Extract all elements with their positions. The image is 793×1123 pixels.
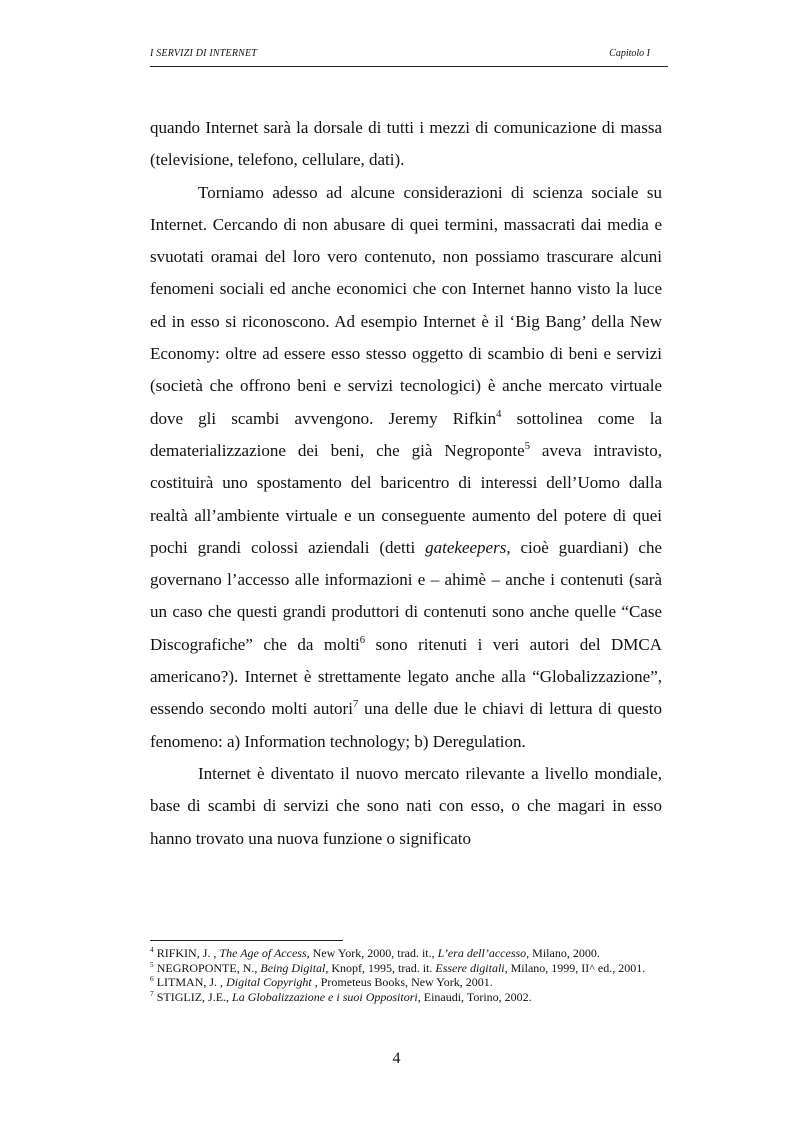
header-chapter: Capitolo I <box>609 48 650 59</box>
footnote-text: , Milano, 1999, II^ ed., 2001. <box>504 960 646 975</box>
footnote-number: 5 <box>150 959 154 969</box>
footnote-title: Digital Copyright <box>226 975 312 989</box>
p2-text-3: aveva intravisto, costituirà uno spostamento del baricentro di interessi dell’Uomo dalla realtà all’ambiente virtuale e un conseguente aumento del potere di quei pochi grandi colossi aziendali (detti <box>150 440 663 557</box>
footnote-6 <box>150 975 670 990</box>
running-header <box>150 44 668 67</box>
p2-emphasis: gatekeepers <box>425 537 507 557</box>
footnote-text: , Milano, 2000. <box>526 946 600 960</box>
footnote-text: New York, 2000, trad. it., <box>309 946 438 960</box>
footnote-title: La Globalizzazione e i suoi Oppositori <box>232 989 418 1004</box>
footnote-4 <box>150 946 670 961</box>
header-title: I SERVIZI DI INTERNET <box>150 48 258 59</box>
footnote-number: 7 <box>150 988 154 998</box>
p2-text-5: sono ritenuti i veri autori del DMCA americano?). Internet è strettamente legato anche alla “Globalizzazione”, essendo secondo molti autori <box>150 634 662 719</box>
footnote-number: 4 <box>150 945 154 955</box>
footnote-text: , Knopf, 1995, trad. it. <box>325 960 436 975</box>
footnote-title: Essere digitali <box>435 960 505 975</box>
footnote-5 <box>150 961 670 976</box>
paragraph-1: quando Internet sarà la dorsale di tutti i mezzi di comunicazione di massa (televisione, telefono, cellulare, dati). <box>150 118 662 170</box>
footnote-text: , Einaudi, Torino, 2002. <box>417 989 532 1004</box>
p2-text-1: Torniamo adesso ad alcune considerazioni di scienza sociale su Internet. Cercando di non abusare di quei termini, massacrati dai media e svuotati oramai del loro vero contenuto, non possiamo trascurare alcuni fenomeni sociali ed anche economici che con Internet hanno visto la luce ed in esso si riconoscono. Ad esempio Internet è il ‘Big Bang’ della New Economy: oltre ad essere esso stesso oggetto di scambio di beni e servizi (società che offrono beni e servizi tecnologici) è anche mercato virtuale dove gli scambi avvengono. Jeremy Rifkin <box>150 182 662 428</box>
footnote-text: , J. , <box>203 975 227 989</box>
footnote-author: LITMAN <box>156 975 204 989</box>
footnote-text: , J.E., <box>202 989 233 1004</box>
footnotes <box>150 946 670 1004</box>
footnote-divider <box>150 940 343 941</box>
paragraph-3: Internet è diventato il nuovo mercato rilevante a livello mondiale, base di scambi di servizi che sono nati con esso, o che magari in esso hanno trovato una nuova funzione o significato <box>150 763 662 848</box>
footnote-ref-5: 5 <box>524 441 530 453</box>
footnote-author: RIFKIN <box>156 946 197 960</box>
footnote-title: Being Digital <box>260 960 326 975</box>
p2-text-6: una delle due le chiavi di lettura di questo fenomeno: a) Information technology; b) Deregulation. <box>150 699 663 751</box>
p2-text-4: , cioè guardiani) che governano l’accesso alle informazioni e – ahimè – anche i contenuti (sarà un caso che questi grandi produttori di contenuti sono anche quelle “Case Discografiche” che da molti <box>150 537 663 654</box>
footnote-author: STIGLIZ <box>156 989 203 1004</box>
footnote-7 <box>150 990 670 1005</box>
footnote-number: 6 <box>150 974 154 984</box>
footnote-ref-4: 4 <box>496 408 502 420</box>
footnote-title: L’era dell’accesso <box>437 946 527 960</box>
footnote-text: , N., <box>236 960 261 975</box>
footnote-text: , J. , <box>196 946 220 960</box>
footnote-text: , Prometeus Books, New York, 2001. <box>311 975 493 989</box>
footnote-ref-7: 7 <box>352 699 359 711</box>
page-number: 4 <box>392 1050 401 1067</box>
footnote-author: NEGROPONTE <box>156 960 237 975</box>
p2-text-2: sottolinea come la dematerializzazione dei beni, che già Negroponte <box>150 408 662 460</box>
paragraph-2 <box>150 177 662 758</box>
body-text <box>150 112 662 855</box>
footnote-title: The Age of Access, <box>219 946 310 960</box>
footnote-ref-6: 6 <box>359 634 366 646</box>
